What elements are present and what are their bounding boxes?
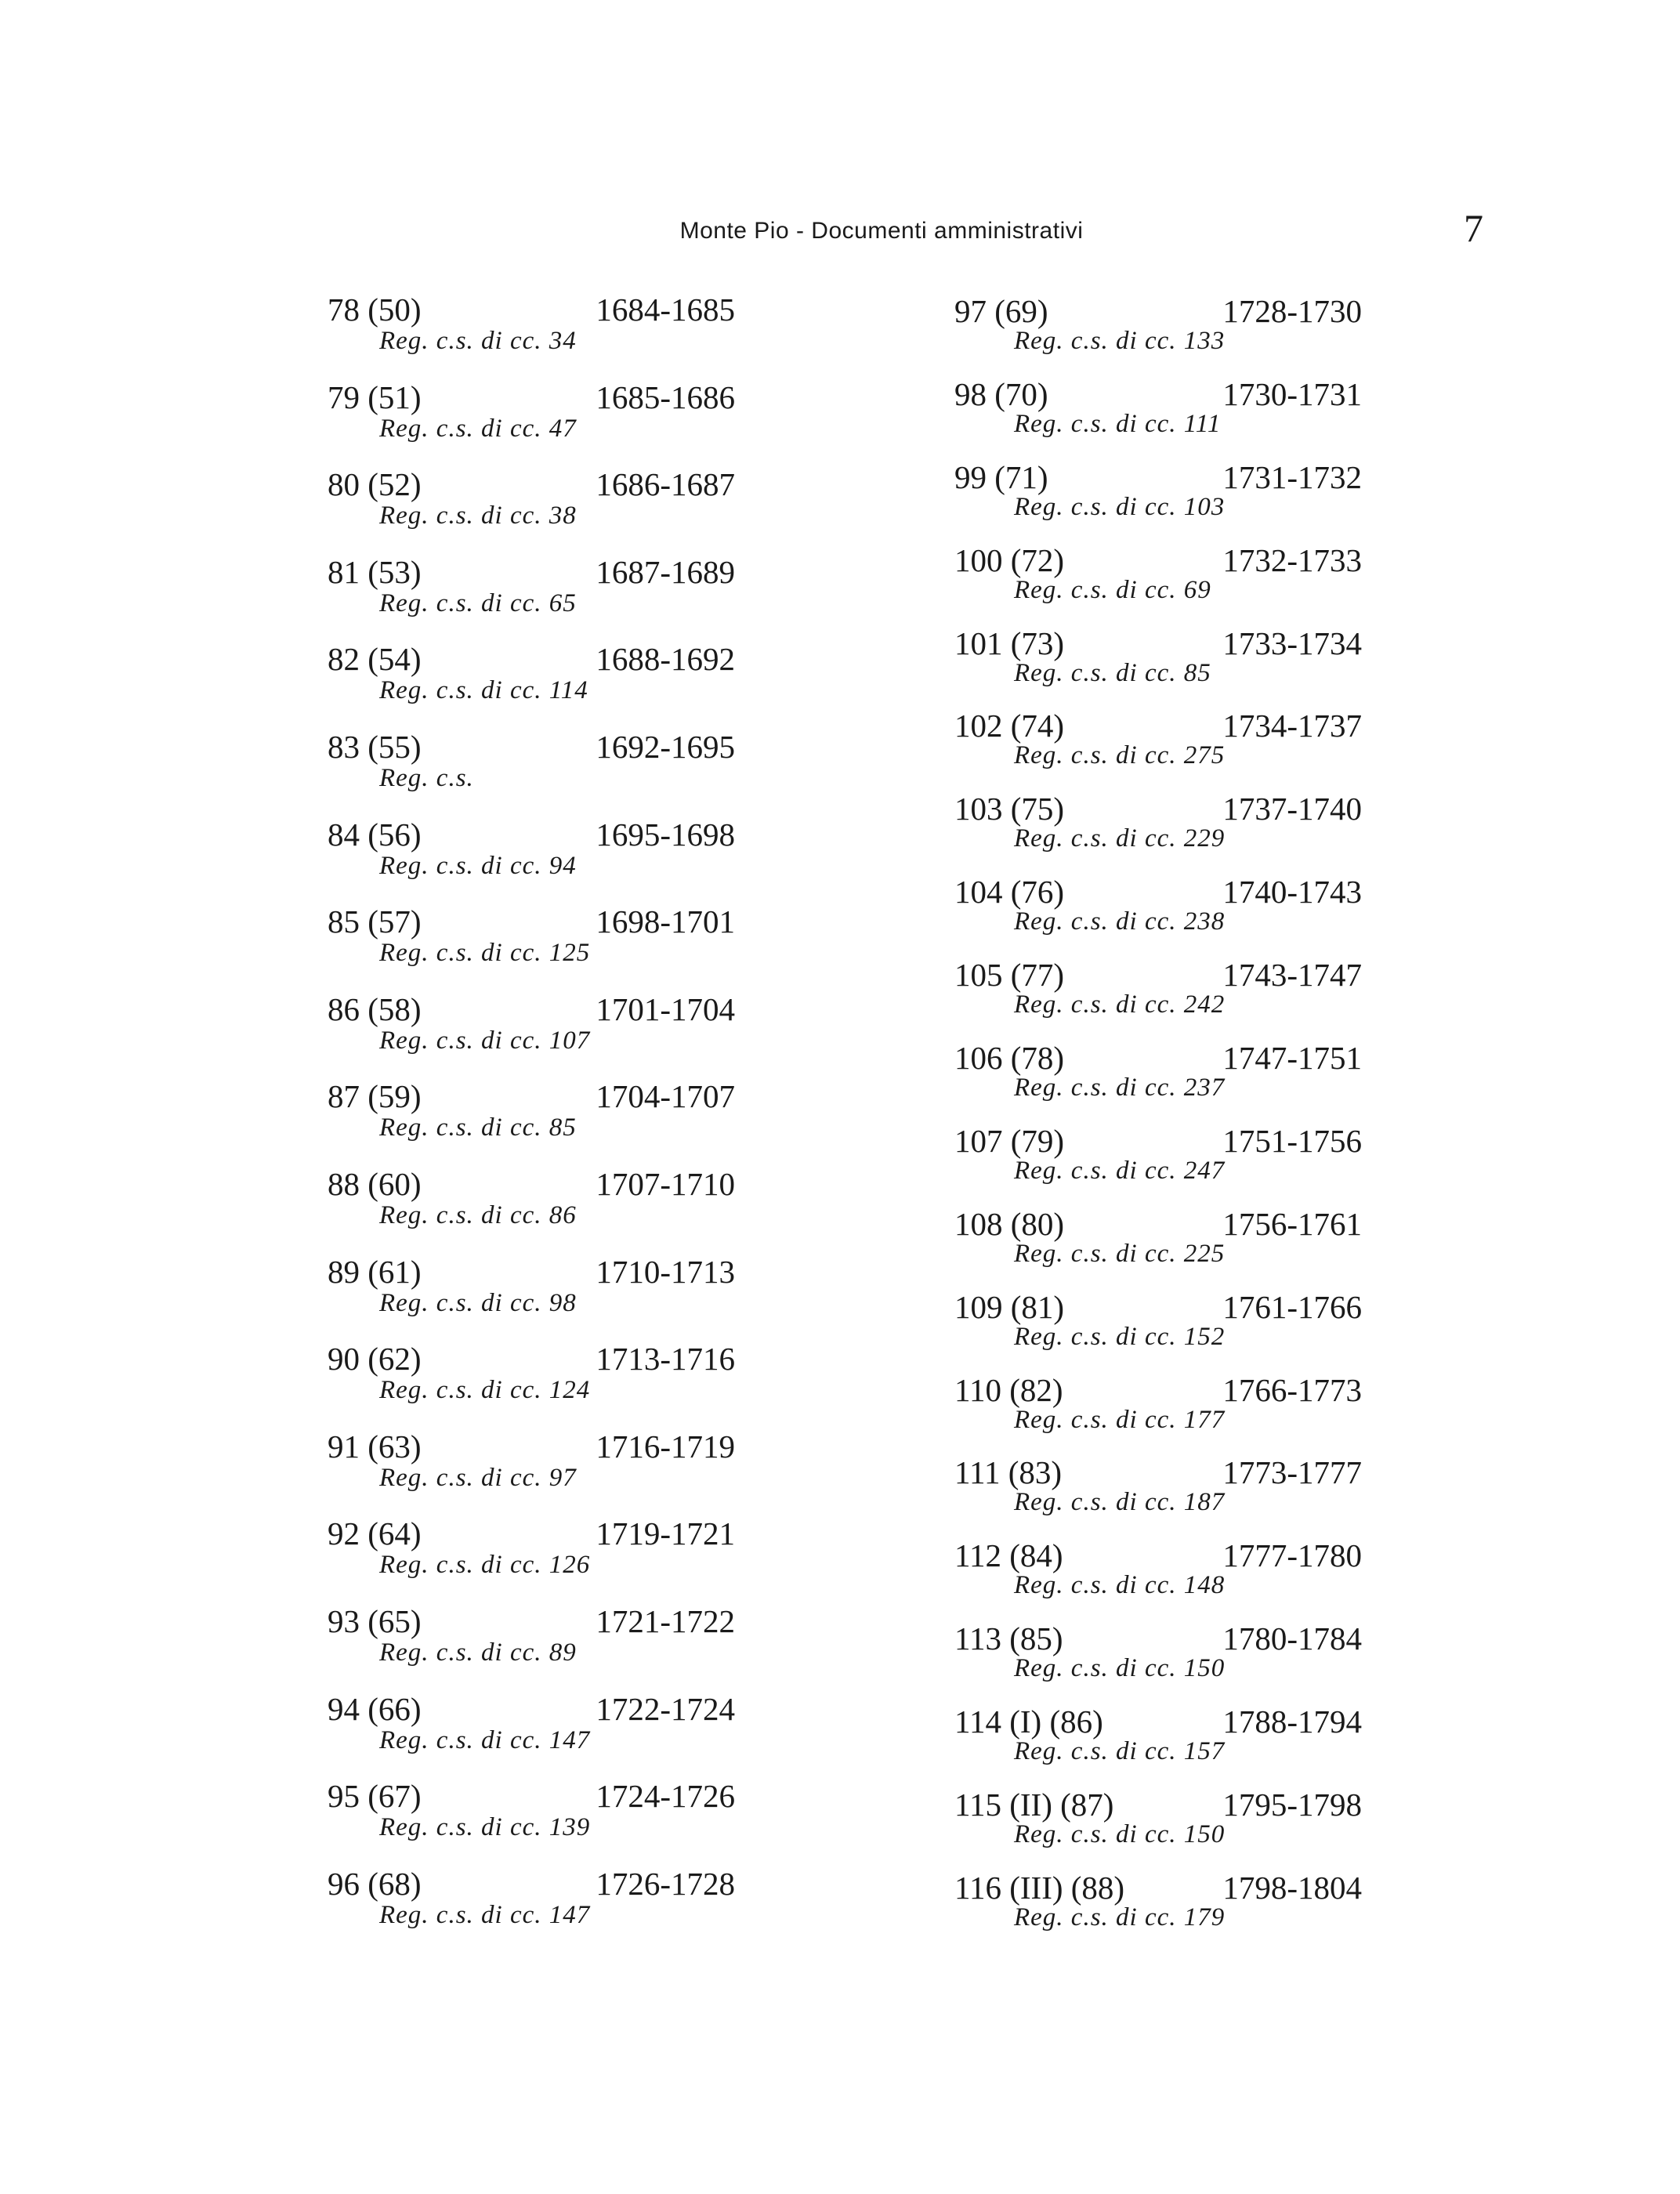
entry-description: Reg. c.s. xyxy=(379,763,474,792)
entry-date-range: 1795-1798 xyxy=(1222,1787,1362,1823)
entry-number: 92 (64) xyxy=(328,1515,422,1552)
entry-date-range: 1704-1707 xyxy=(596,1078,735,1115)
entry-number: 91 (63) xyxy=(328,1428,422,1464)
entry-heading-line xyxy=(954,1372,1362,1408)
entry-heading-line xyxy=(328,1341,735,1377)
catalog-entry xyxy=(328,1254,735,1341)
entry-date-range: 1686-1687 xyxy=(596,466,735,503)
entry-description: Reg. c.s. di cc. 111 xyxy=(1014,409,1222,438)
entry-description: Reg. c.s. di cc. 147 xyxy=(379,1725,591,1754)
entry-date-range: 1777-1780 xyxy=(1222,1537,1362,1574)
entry-date-range: 1701-1704 xyxy=(596,990,735,1027)
entry-description: Reg. c.s. di cc. 34 xyxy=(379,327,577,355)
entry-description: Reg. c.s. di cc. 125 xyxy=(379,939,591,968)
entry-number: 86 (58) xyxy=(328,990,422,1027)
entry-date-range: 1747-1751 xyxy=(1222,1040,1362,1077)
catalog-entry xyxy=(954,459,1362,542)
entry-number: 100 (72) xyxy=(954,541,1065,578)
entry-number: 84 (56) xyxy=(328,816,422,853)
entry-number: 102 (74) xyxy=(954,708,1065,744)
entry-description: Reg. c.s. di cc. 86 xyxy=(379,1200,577,1229)
entry-date-range: 1734-1737 xyxy=(1222,708,1362,744)
entry-heading-line xyxy=(954,791,1362,827)
entry-date-range: 1719-1721 xyxy=(596,1515,735,1552)
entry-date-range: 1743-1747 xyxy=(1222,957,1362,994)
entry-heading-line xyxy=(328,1166,735,1202)
entry-date-range: 1695-1698 xyxy=(596,816,735,853)
entry-description: Reg. c.s. di cc. 133 xyxy=(1014,327,1226,355)
catalog-entry xyxy=(954,1787,1362,1870)
entry-heading-line xyxy=(328,1866,735,1902)
entry-heading-line xyxy=(954,1289,1362,1325)
entry-date-range: 1722-1724 xyxy=(596,1690,735,1727)
entry-description: Reg. c.s. di cc. 97 xyxy=(379,1463,577,1492)
entry-heading-line xyxy=(954,1040,1362,1076)
entry-date-range: 1698-1701 xyxy=(596,903,735,940)
entry-heading-line xyxy=(954,1787,1362,1823)
catalog-entry xyxy=(328,554,735,642)
entry-date-range: 1710-1713 xyxy=(596,1253,735,1290)
entry-number: 85 (57) xyxy=(328,903,422,940)
entry-description: Reg. c.s. di cc. 124 xyxy=(379,1376,591,1405)
entry-number: 109 (81) xyxy=(954,1288,1065,1325)
entry-description: Reg. c.s. di cc. 89 xyxy=(379,1638,577,1667)
entry-description: Reg. c.s. di cc. 47 xyxy=(379,414,577,443)
entry-number: 95 (67) xyxy=(328,1778,422,1815)
entry-date-range: 1707-1710 xyxy=(596,1165,735,1202)
entry-heading-line xyxy=(954,1454,1362,1490)
entry-number: 107 (79) xyxy=(954,1122,1065,1159)
entry-heading-line xyxy=(954,1870,1362,1906)
entry-heading-line xyxy=(328,729,735,765)
entry-heading-line xyxy=(954,708,1362,744)
catalog-entry xyxy=(328,991,735,1079)
entry-description: Reg. c.s. di cc. 237 xyxy=(1014,1073,1226,1102)
right-column xyxy=(954,293,1362,1953)
entry-heading-line xyxy=(954,293,1362,329)
entry-date-range: 1766-1773 xyxy=(1222,1371,1362,1408)
entry-heading-line xyxy=(954,1123,1362,1159)
entry-number: 89 (61) xyxy=(328,1253,422,1290)
catalog-entry xyxy=(954,957,1362,1040)
entry-heading-line xyxy=(328,1254,735,1290)
entry-date-range: 1716-1719 xyxy=(596,1428,735,1464)
catalog-entry xyxy=(954,1206,1362,1289)
entry-heading-line xyxy=(328,1603,735,1639)
catalog-entry xyxy=(954,293,1362,376)
left-column xyxy=(328,291,735,1953)
entry-description: Reg. c.s. di cc. 85 xyxy=(379,1113,577,1142)
entry-description: Reg. c.s. di cc. 65 xyxy=(379,588,577,617)
entry-number: 78 (50) xyxy=(328,291,422,328)
entry-description: Reg. c.s. di cc. 147 xyxy=(379,1900,591,1929)
entry-heading-line xyxy=(954,459,1362,495)
entry-heading-line xyxy=(954,874,1362,910)
entry-date-range: 1713-1716 xyxy=(596,1341,735,1378)
catalog-entry xyxy=(328,1515,735,1603)
entry-heading-line xyxy=(954,542,1362,578)
entry-number: 79 (51) xyxy=(328,378,422,415)
catalog-entry xyxy=(328,379,735,467)
catalog-entry xyxy=(328,1691,735,1779)
entry-number: 98 (70) xyxy=(954,375,1048,412)
entry-date-range: 1688-1692 xyxy=(596,641,735,678)
entry-heading-line xyxy=(328,991,735,1027)
entry-number: 114 (I) (86) xyxy=(954,1703,1103,1740)
entry-description: Reg. c.s. di cc. 85 xyxy=(1014,658,1211,687)
entry-description: Reg. c.s. di cc. 114 xyxy=(379,676,588,705)
catalog-entry xyxy=(954,1870,1362,1953)
entry-number: 106 (78) xyxy=(954,1040,1065,1077)
entry-date-range: 1685-1686 xyxy=(596,378,735,415)
catalog-entry xyxy=(328,1428,735,1516)
entry-number: 83 (55) xyxy=(328,728,422,765)
entry-description: Reg. c.s. di cc. 242 xyxy=(1014,990,1226,1019)
entry-number: 88 (60) xyxy=(328,1165,422,1202)
entry-date-range: 1733-1734 xyxy=(1222,625,1362,661)
catalog-entry xyxy=(954,1372,1362,1455)
entry-number: 104 (76) xyxy=(954,874,1065,911)
running-head: Monte Pio - Documenti amministrativi xyxy=(679,218,1084,244)
catalog-entry xyxy=(328,291,735,379)
entry-heading-line xyxy=(328,1778,735,1814)
entry-number: 81 (53) xyxy=(328,553,422,590)
entry-heading-line xyxy=(328,641,735,677)
entry-description: Reg. c.s. di cc. 177 xyxy=(1014,1405,1226,1434)
entry-description: Reg. c.s. di cc. 238 xyxy=(1014,907,1226,936)
entry-description: Reg. c.s. di cc. 229 xyxy=(1014,824,1226,853)
entry-date-range: 1732-1733 xyxy=(1222,541,1362,578)
catalog-entry xyxy=(954,1123,1362,1206)
catalog-entry xyxy=(328,1866,735,1953)
entry-number: 93 (65) xyxy=(328,1602,422,1639)
entry-heading-line xyxy=(954,957,1362,993)
entry-description: Reg. c.s. di cc. 94 xyxy=(379,851,577,880)
catalog-entry xyxy=(954,1454,1362,1537)
catalog-entry xyxy=(328,1166,735,1254)
entry-heading-line xyxy=(328,466,735,502)
catalog-entry xyxy=(328,1341,735,1428)
entry-number: 80 (52) xyxy=(328,466,422,503)
entry-heading-line xyxy=(954,1206,1362,1242)
catalog-entry xyxy=(328,1078,735,1166)
catalog-entry xyxy=(954,1289,1362,1372)
entry-number: 82 (54) xyxy=(328,641,422,678)
catalog-entry xyxy=(328,641,735,729)
entry-date-range: 1724-1726 xyxy=(596,1778,735,1815)
entry-description: Reg. c.s. di cc. 69 xyxy=(1014,575,1211,604)
entry-number: 94 (66) xyxy=(328,1690,422,1727)
entry-heading-line xyxy=(328,554,735,590)
entry-date-range: 1761-1766 xyxy=(1222,1288,1362,1325)
entry-number: 99 (71) xyxy=(954,458,1048,495)
entry-description: Reg. c.s. di cc. 98 xyxy=(379,1288,577,1317)
entry-description: Reg. c.s. di cc. 275 xyxy=(1014,741,1226,770)
entry-date-range: 1684-1685 xyxy=(596,291,735,328)
entry-description: Reg. c.s. di cc. 152 xyxy=(1014,1322,1226,1351)
entry-date-range: 1731-1732 xyxy=(1222,458,1362,495)
entry-description: Reg. c.s. di cc. 38 xyxy=(379,501,577,530)
entry-number: 111 (83) xyxy=(954,1454,1063,1491)
entry-number: 112 (84) xyxy=(954,1537,1063,1574)
entry-heading-line xyxy=(328,816,735,853)
entry-description: Reg. c.s. di cc. 247 xyxy=(1014,1156,1226,1185)
entry-number: 103 (75) xyxy=(954,791,1065,827)
entry-number: 101 (73) xyxy=(954,625,1065,661)
entry-heading-line xyxy=(954,1620,1362,1656)
entry-date-range: 1726-1728 xyxy=(596,1865,735,1902)
entry-date-range: 1730-1731 xyxy=(1222,375,1362,412)
catalog-entry xyxy=(954,791,1362,874)
entry-heading-line xyxy=(328,291,735,328)
entry-description: Reg. c.s. di cc. 126 xyxy=(379,1551,591,1580)
catalog-entry xyxy=(954,874,1362,957)
entry-number: 105 (77) xyxy=(954,957,1065,994)
entry-date-range: 1788-1794 xyxy=(1222,1703,1362,1740)
page-number: 7 xyxy=(1464,206,1483,250)
entry-date-range: 1721-1722 xyxy=(596,1602,735,1639)
entry-description: Reg. c.s. di cc. 103 xyxy=(1014,492,1226,521)
entry-number: 97 (69) xyxy=(954,293,1048,329)
entry-heading-line xyxy=(328,379,735,415)
entry-description: Reg. c.s. di cc. 148 xyxy=(1014,1571,1226,1600)
entry-description: Reg. c.s. di cc. 139 xyxy=(379,1813,591,1842)
entry-description: Reg. c.s. di cc. 187 xyxy=(1014,1488,1226,1517)
catalog-entry xyxy=(954,1620,1362,1703)
catalog-entry xyxy=(954,1040,1362,1123)
entry-date-range: 1728-1730 xyxy=(1222,293,1362,329)
catalog-entry xyxy=(328,729,735,816)
entry-heading-line xyxy=(954,1703,1362,1740)
entry-heading-line xyxy=(328,903,735,940)
entry-heading-line xyxy=(954,376,1362,412)
entry-date-range: 1756-1761 xyxy=(1222,1205,1362,1242)
entry-description: Reg. c.s. di cc. 179 xyxy=(1014,1903,1226,1932)
entry-heading-line xyxy=(328,1691,735,1727)
entry-number: 87 (59) xyxy=(328,1078,422,1115)
entry-description: Reg. c.s. di cc. 225 xyxy=(1014,1239,1226,1268)
entry-heading-line xyxy=(954,625,1362,661)
catalog-entry xyxy=(328,466,735,554)
entry-description: Reg. c.s. di cc. 150 xyxy=(1014,1654,1226,1683)
catalog-entry xyxy=(954,542,1362,625)
entry-date-range: 1737-1740 xyxy=(1222,791,1362,827)
entry-description: Reg. c.s. di cc. 157 xyxy=(1014,1737,1226,1766)
entry-number: 90 (62) xyxy=(328,1341,422,1378)
entry-date-range: 1773-1777 xyxy=(1222,1454,1362,1491)
entry-date-range: 1740-1743 xyxy=(1222,874,1362,911)
entry-date-range: 1751-1756 xyxy=(1222,1122,1362,1159)
catalog-entry xyxy=(328,1778,735,1866)
entry-description: Reg. c.s. di cc. 107 xyxy=(379,1026,591,1055)
entry-number: 113 (85) xyxy=(954,1620,1063,1657)
entry-number: 96 (68) xyxy=(328,1865,422,1902)
catalog-entry xyxy=(954,708,1362,791)
entry-heading-line xyxy=(328,1515,735,1551)
catalog-entry xyxy=(328,816,735,904)
catalog-entry xyxy=(954,376,1362,459)
entry-number: 110 (82) xyxy=(954,1371,1063,1408)
entry-date-range: 1780-1784 xyxy=(1222,1620,1362,1657)
entry-date-range: 1687-1689 xyxy=(596,553,735,590)
catalog-entry xyxy=(328,1603,735,1691)
entry-date-range: 1798-1804 xyxy=(1222,1869,1362,1906)
catalog-entry xyxy=(954,1537,1362,1620)
catalog-entry xyxy=(954,625,1362,708)
entry-heading-line xyxy=(954,1537,1362,1573)
catalog-entry xyxy=(328,903,735,991)
entry-number: 108 (80) xyxy=(954,1205,1065,1242)
entry-heading-line xyxy=(328,1078,735,1114)
entry-date-range: 1692-1695 xyxy=(596,728,735,765)
entry-description: Reg. c.s. di cc. 150 xyxy=(1014,1820,1226,1849)
entry-number: 115 (II) (87) xyxy=(954,1787,1114,1823)
catalog-entry xyxy=(954,1703,1362,1787)
entry-number: 116 (III) (88) xyxy=(954,1869,1125,1906)
entry-heading-line xyxy=(328,1428,735,1464)
